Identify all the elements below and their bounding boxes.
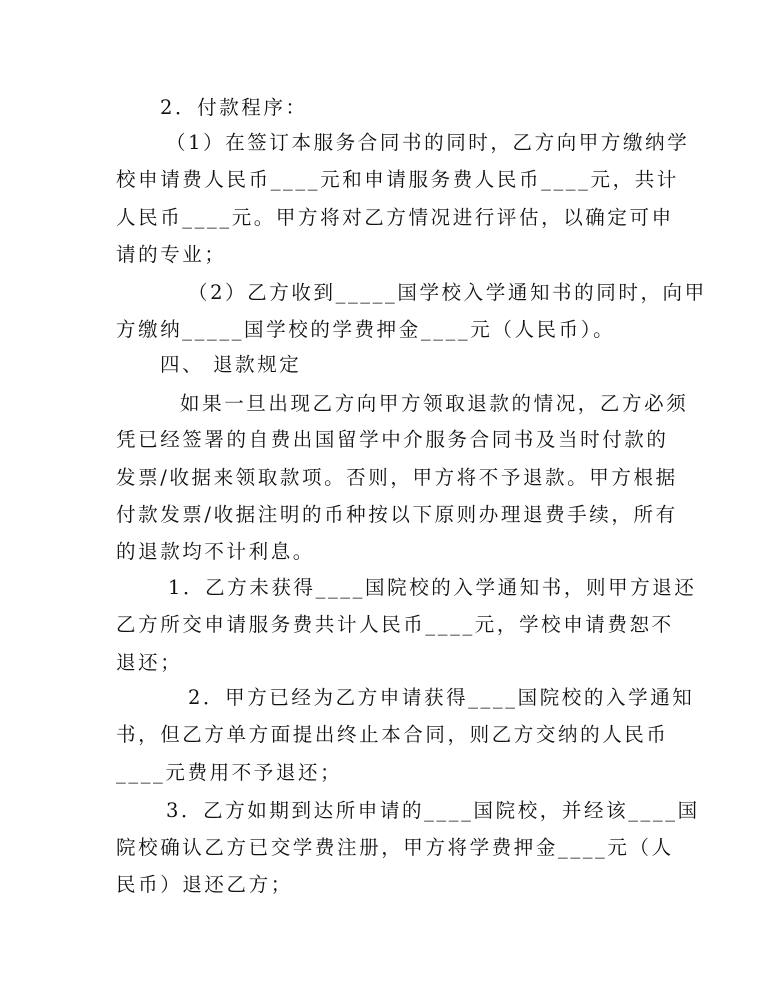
paragraph-line: 校申请费人民币____元和申请服务费人民币____元，共计: [116, 168, 679, 191]
section-heading-payment: 2．付款程序：: [160, 96, 308, 119]
paragraph-line: 的退款均不计利息。: [116, 540, 315, 563]
list-item-line: 民币）退还乙方；: [116, 873, 293, 896]
list-item-line: 退还；: [116, 651, 183, 674]
list-item-line: 书，但乙方单方面提出终止本合同，则乙方交纳的人民币: [116, 723, 669, 746]
paragraph-line: 发票/收据来领取款项。否则，甲方将不予退款。甲方根据: [116, 466, 678, 489]
paragraph-line: 付款发票/收据注明的币种按以下原则办理退费手续，所有: [116, 503, 678, 526]
paragraph-line: 方缴纳_____国学校的学费押金____元（人民币）。: [116, 318, 616, 341]
paragraph-line: 人民币____元。甲方将对乙方情况进行评估，以确定可申: [116, 206, 674, 229]
paragraph-line: （1）在签订本服务合同书的同时，乙方向甲方缴纳学: [166, 131, 690, 154]
list-item-line: 2．甲方已经为乙方申请获得____国院校的入学通知: [188, 686, 695, 709]
section-heading-refund: 四、 退款规定: [160, 353, 302, 376]
paragraph-line: 请的专业；: [116, 243, 227, 266]
paragraph-line: （2）乙方收到_____国学校入学通知书的同时，向甲: [188, 281, 707, 304]
list-item-line: 3．乙方如期到达所申请的____国院校，并经该____国: [166, 799, 700, 822]
paragraph-line: 如果一旦出现乙方向甲方领取退款的情况，乙方必须: [180, 392, 689, 415]
list-item-line: 1．乙方未获得____国院校的入学通知书，则甲方退还: [168, 576, 697, 599]
list-item-line: ____元费用不予退还；: [116, 761, 343, 784]
paragraph-line: 凭已经签署的自费出国留学中介服务合同书及当时付款的: [116, 428, 669, 451]
list-item-line: 乙方所交申请服务费共计人民币____元，学校申请费恕不: [116, 613, 674, 636]
list-item-line: 院校确认乙方已交学费注册，甲方将学费押金____元（人: [116, 836, 674, 859]
